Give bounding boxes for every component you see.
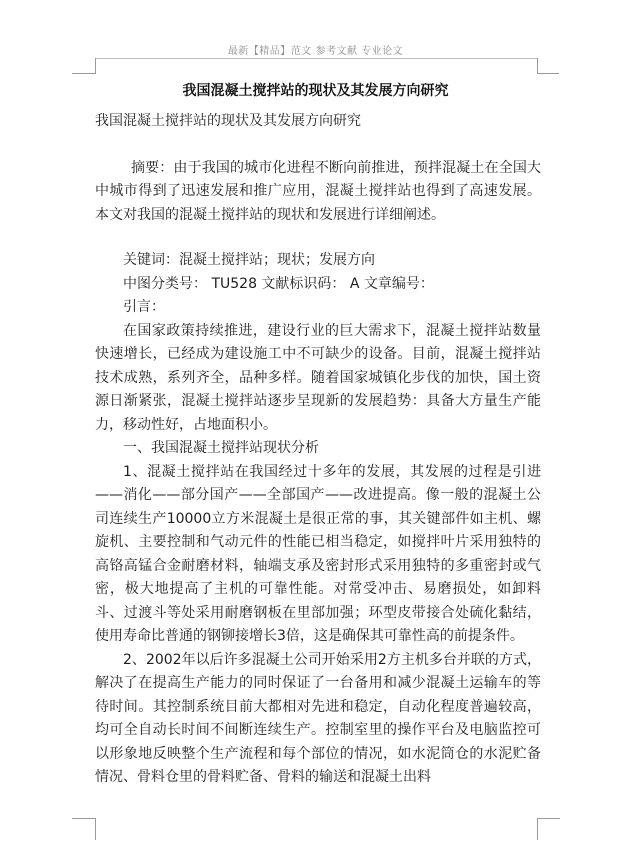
corner-mark-bottom-right <box>537 818 538 840</box>
classification-line: 中图分类号： TU528 文献标识码： A 文章编号： <box>123 275 434 292</box>
corner-mark-top-left <box>71 58 96 74</box>
header-rule <box>96 58 537 59</box>
document-subtitle: 我国混凝土搅拌站的现状及其发展方向研究 <box>95 113 361 129</box>
body-paragraph-1: 1、混凝土搅拌站在我国经过十多年的发展，其发展的过程是引进——消化——部分国产——全部国产——改进提高。像一般的混凝土公司连续生产10000立方米混凝土是很正常的事，其关键部件如主机、螺旋机、主要控制和气动元件的性能已相当稳定，如搅拌叶片采用独特的高铬高锰合金耐磨材料，轴端支承及密封形式采用独特的多重密封或气密，极大地提高了主机的可靠性能。对常受冲击、易磨损处，如卸料斗、过渡斗等处采用耐磨钢板在里部加强；环型皮带接合处硫化黏结，使用寿命比普通的钢铆接增长3倍，这是确保其可靠性高的前提条件。 <box>95 463 541 644</box>
corner-mark-bottom-left <box>95 818 96 840</box>
intro-paragraph: 在国家政策持续推进，建设行业的巨大需求下，混凝土搅拌站数量快速增长，已经成为建设施工中不可缺少的设备。目前，混凝土搅拌站技术成熟，系列齐全，品种多样。随着国家城镇化步伐的加快，国土资源日渐紧张，混凝土搅拌站逐步呈现新的发展趋势：具备大方量生产能力，移动性好，占地面积小。 <box>95 322 541 433</box>
corner-mark-top-right-h <box>537 73 559 74</box>
corner-mark-bottom-right-h <box>538 818 560 819</box>
document-title: 我国混凝土搅拌站的现状及其发展方向研究 <box>182 83 449 99</box>
corner-mark-bottom-left-h <box>72 818 95 819</box>
body-paragraph-2: 2、2002年以后许多混凝土公司开始采用2方主机多台并联的方式，解决了在提高生产能力的同时保证了一台备用和减少混凝土运输车的等待时间。其控制系统目前大都相对先进和稳定，自动化程度普遍较高，均可全自动长时间不间断连续生产。控制室里的操作平台及电脑监控可以形象地反映整个生产流程和每个部位的情况，如水泥筒仓的水泥贮备情况、骨料仓里的骨料贮备、骨料的输送和混凝土出料 <box>95 651 541 785</box>
corner-mark-top-left-h <box>72 73 96 74</box>
abstract-paragraph: 摘要：由于我国的城市化进程不断向前推进，预拌混凝土在全国大中城市得到了迅速发展和推广应用，混凝土搅拌站也得到了高速发展。本文对我国的混凝土搅拌站的现状和发展进行详细阐述。 <box>95 159 541 223</box>
section-heading: 一、我国混凝土搅拌站现状分析 <box>123 440 319 456</box>
document-body <box>95 110 541 790</box>
keywords-line: 关键词：混凝土搅拌站；现状；发展方向 <box>123 252 375 268</box>
intro-label: 引言： <box>123 299 165 315</box>
corner-mark-top-right <box>537 58 538 74</box>
page-header: 最新【精品】范文 参考文献 专业论文 <box>227 46 404 57</box>
